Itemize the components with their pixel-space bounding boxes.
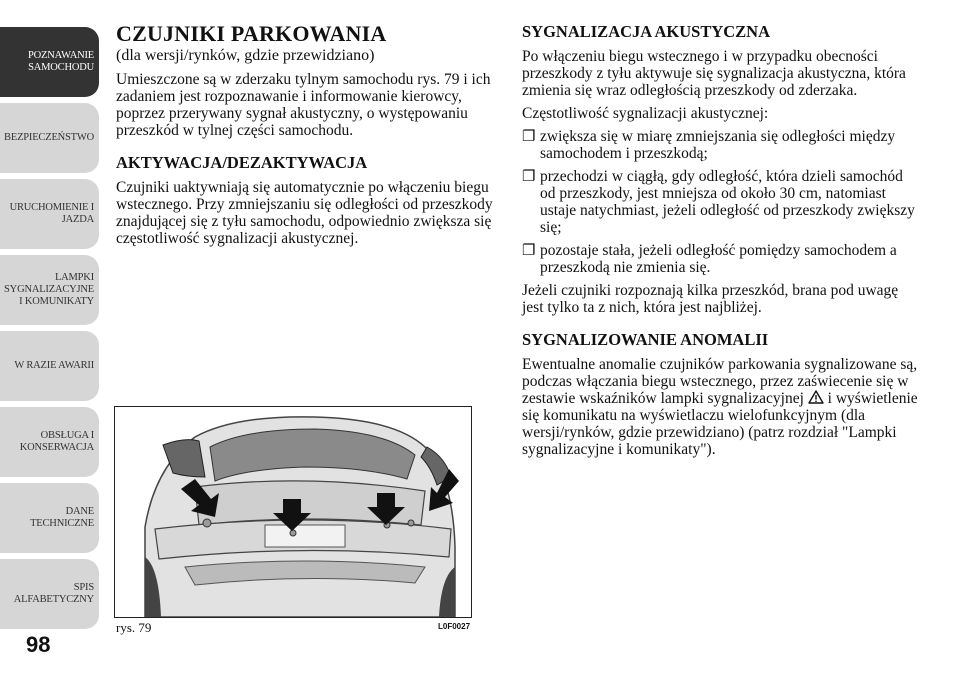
list-item xyxy=(522,168,922,236)
intro-paragraph: Umieszczone są w zderzaku tylnym samochodu rys. 79 i ich zadaniem jest rozpoznawanie i informowanie kierowcy, poprzez przerywany sygnał akustyczny, o występowaniu przeszkód w tylnej części samochodu. xyxy=(116,71,491,139)
left-column xyxy=(116,22,496,253)
tab-w-razie-awarii[interactable]: W RAZIE AWARII xyxy=(0,331,99,401)
tab-uruchomienie-jazda[interactable]: URUCHOMIENIE I JAZDA xyxy=(0,179,99,249)
checkbox-bullet-icon: ❐ xyxy=(522,169,536,185)
list-item-text: przechodzi w ciągłą, gdy odległość, która dzieli samochód od przeszkody, jest mniejsza od około 30 cm, natomiast ustaje natychmiast, jeżeli odległość od przeszkody zwiększy się; xyxy=(540,168,915,236)
tab-lampki-sygnalizacyjne[interactable]: LAMPKI SYGNALIZACYJNE I KOMUNIKATY xyxy=(0,255,99,325)
page-subtitle: (dla wersji/rynków, gdzie przewidziano) xyxy=(116,47,375,64)
list-item-text: zwiększa się w miarę zmniejszania się odległości między samochodem i przeszkodą; xyxy=(540,128,896,162)
checkbox-bullet-icon: ❐ xyxy=(522,243,536,259)
sygnalizacja-paragraph: Po włączeniu biegu wstecznego i w przypadku obecności przeszkody z tyłu aktywuje się sygnalizacja akustyczna, która zmienia się wraz odległością przeszkody od zderzaka. xyxy=(522,48,906,99)
list-item-text: pozostaje stała, jeżeli odległość pomiędzy samochodem a przeszkodą nie zmienia się. xyxy=(540,242,897,276)
list-item xyxy=(522,242,922,276)
aktywacja-paragraph: Czujniki uaktywniają się automatycznie po włączeniu biegu wstecznego. Przy zmniejszaniu się odległości od przeszkody znajdującej się z tyłu samochodu, odpowiednio zwiększa się częstotliwość sygnalizacji akustycznej. xyxy=(116,179,493,247)
anomalie-paragraph xyxy=(522,356,922,458)
tab-bezpieczenstwo[interactable]: BEZPIECZEŃSTWO xyxy=(0,103,99,173)
car-rear-illustration xyxy=(115,407,471,617)
frequency-label: Częstotliwość sygnalizacji akustycznej: xyxy=(522,105,769,122)
anomalie-text-after: i wyświetlenie się komunikatu na wyświetlaczu wielofunkcyjnym (dla wersji/rynków, gdzie przewidziano) (patrz rozdział "Lampki sygnalizacyjne i komunikaty"). xyxy=(522,390,918,458)
multi-obstacle-paragraph: Jeżeli czujniki rozpoznają kilka przeszkód, brana pod uwagę jest tylko ta z nich, która jest najbliżej. xyxy=(522,282,899,316)
right-column xyxy=(522,22,922,464)
figure-rear-bumper-sensors xyxy=(114,406,472,618)
tab-dane-techniczne[interactable]: DANE TECHNICZNE xyxy=(0,483,99,553)
page-number: 98 xyxy=(26,632,51,657)
figure-code: L0F0027 xyxy=(438,622,471,631)
tab-obsluga-konserwacja[interactable]: OBSŁUGA I KONSERWACJA xyxy=(0,407,99,477)
list-item xyxy=(522,128,922,162)
figure-caption: rys. 79 xyxy=(116,620,152,635)
frequency-list xyxy=(522,128,922,276)
page-title: CZUJNIKI PARKOWANIA xyxy=(116,21,387,46)
section-title-sygnalizacja: SYGNALIZACJA AKUSTYCZNA xyxy=(522,22,771,41)
tab-poznawanie-samochodu[interactable]: POZNAWANIE SAMOCHODU xyxy=(0,27,99,97)
checkbox-bullet-icon: ❐ xyxy=(522,129,536,145)
tab-spis-alfabetyczny[interactable]: SPIS ALFABETYCZNY xyxy=(0,559,99,629)
section-title-aktywacja: AKTYWACJA/DEZAKTYWACJA xyxy=(116,153,368,172)
anomalie-text-before: Ewentualne anomalie czujników parkowania sygnalizowane są, podczas włączania biegu wstecznego, przez zaświecenie się w zestawie wskaźników lampki sygnalizacyjnej xyxy=(522,356,918,407)
section-title-anomalie: SYGNALIZOWANIE ANOMALII xyxy=(522,330,769,349)
warning-triangle-icon xyxy=(808,390,824,404)
